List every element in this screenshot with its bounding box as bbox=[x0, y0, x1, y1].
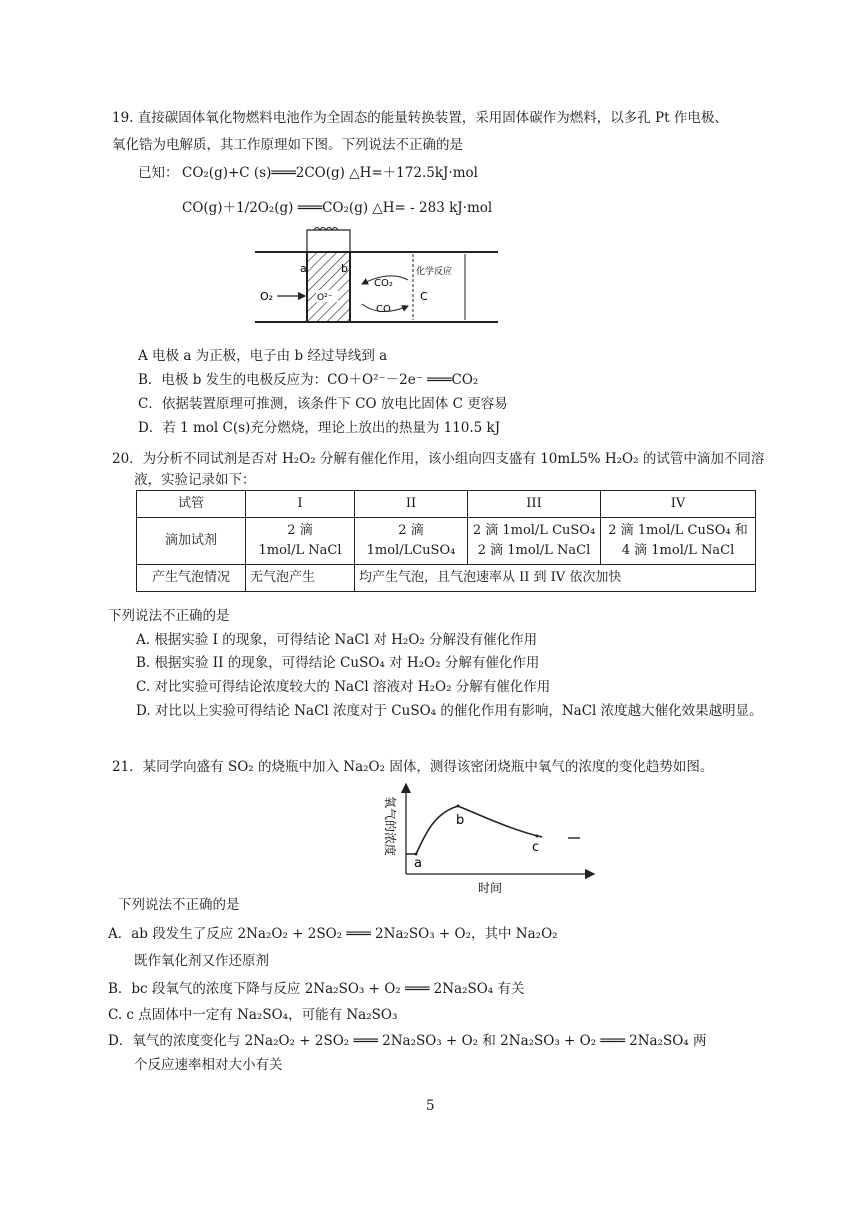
cell-line: 4 滴 1mol/L NaCl bbox=[621, 543, 735, 558]
q21-stem: 21．某同学向盛有 SO₂ 的烧瓶中加入 Na₂O₂ 固体，测得该密闭烧瓶中氧气的浓度的变化趋势如图。 bbox=[112, 759, 714, 775]
q21-option-c: C. c 点固体中一定有 Na₂SO₄，可能有 Na₂SO₃ bbox=[108, 1007, 398, 1023]
table-header-cell: I bbox=[246, 491, 355, 518]
q19-stem-line1: 19. 直接碳固体氧化物燃料电池作为全固态的能量转换装置，采用固体碳作为燃料，以多孔 Pt 作电极、 bbox=[112, 110, 728, 126]
q20-option-b: B. 根据实验 II 的现象，可得结论 CuSO₄ 对 H₂O₂ 分解有催化作用 bbox=[136, 655, 540, 671]
point-b-dot bbox=[457, 805, 460, 808]
q20-stem-line1: 20．为分析不同试剂是否对 H₂O₂ 分解有催化作用，该小组向四支盛有 10mL5% H₂O₂ 的试管中滴加不同溶 bbox=[112, 451, 765, 467]
o2-ion-label: O²⁻ bbox=[317, 293, 333, 303]
y-axis-label: 氧气的浓度 bbox=[383, 796, 397, 857]
q19-option-d: D．若 1 mol C(s)充分燃烧，理论上放出的热量为 110.5 kJ bbox=[138, 420, 501, 436]
cell-line: 2 滴 1mol/L CuSO₄ bbox=[472, 523, 596, 538]
q20-prompt: 下列说法不正确的是 bbox=[108, 608, 230, 624]
cell-line: 2 滴 bbox=[287, 523, 313, 538]
q19-stem-line2: 氧化锆为电解质，其工作原理如下图。下列说法不正确的是 bbox=[112, 137, 463, 153]
x-axis-label: 时间 bbox=[478, 881, 503, 895]
q19-option-c: C．依据装置原理可推测，该条件下 CO 放电比固体 C 更容易 bbox=[138, 396, 508, 412]
table-header-cell: III bbox=[468, 491, 601, 518]
table-cell bbox=[601, 518, 756, 565]
experiment-table bbox=[136, 490, 756, 592]
q20-option-d: D. 对比以上实验可得结论 NaCl 浓度对于 CuSO₄ 的催化作用有影响，NaCl 浓度越大催化效果越明显。 bbox=[136, 703, 763, 719]
reaction-label: 化学反应 bbox=[416, 267, 453, 277]
table-row-reagents bbox=[137, 518, 756, 565]
table-cell-reagent-label: 滴加试剂 bbox=[137, 518, 246, 565]
table-cell: 无气泡产生 bbox=[246, 565, 355, 592]
q19-equation-2: CO(g)＋1/2O₂(g) ═══CO₂(g) △H= - 283 kJ·mol bbox=[182, 200, 493, 216]
carbon-label: C bbox=[420, 290, 428, 303]
cell-line: 2 滴 bbox=[398, 523, 424, 538]
table-cell-bubble-label: 产生气泡情况 bbox=[137, 565, 246, 592]
table-header-row bbox=[137, 491, 756, 518]
cell-line: 1mol/L NaCl bbox=[258, 543, 342, 558]
co-label: CO bbox=[376, 304, 391, 315]
point-a-label: a bbox=[414, 856, 422, 871]
table-header-cell: 试管 bbox=[137, 491, 246, 518]
q21-option-b: B．bc 段氧气的浓度下降与反应 2Na₂SO₃ + O₂ ═══ 2Na₂SO₄ 有关 bbox=[108, 981, 525, 997]
q19-option-b: B．电极 b 发生的电极反应为：CO＋O²⁻－2e⁻ ═══CO₂ bbox=[138, 372, 479, 388]
table-header-cell: IV bbox=[601, 491, 756, 518]
co2-label: CO₂ bbox=[374, 278, 393, 289]
point-c-dot bbox=[536, 835, 539, 838]
table-cell bbox=[246, 518, 355, 565]
o2-label: O₂ bbox=[260, 290, 274, 303]
electrode-b-label: b bbox=[341, 262, 348, 275]
electrode-a-label: a bbox=[300, 262, 307, 275]
q21-option-a-line2: 既作氧化剂又作还原剂 bbox=[134, 953, 269, 969]
q20-option-a: A. 根据实验 I 的现象，可得结论 NaCl 对 H₂O₂ 分解没有催化作用 bbox=[136, 632, 538, 648]
cell-line: 2 滴 1mol/L CuSO₄ 和 bbox=[608, 523, 748, 538]
q21-option-d-line2: 个反应速率相对大小有关 bbox=[134, 1057, 283, 1073]
q21-prompt: 下列说法不正确的是 bbox=[118, 897, 240, 913]
q20-stem-line2: 液，实验记录如下： bbox=[134, 472, 256, 488]
q19-given-label: 已知： bbox=[138, 165, 179, 181]
concentration-curve bbox=[406, 806, 542, 854]
cell-line: 1mol/LCuSO₄ bbox=[366, 543, 456, 558]
table-header-cell: II bbox=[355, 491, 468, 518]
fuel-cell-diagram bbox=[250, 220, 500, 332]
point-c-label: c bbox=[532, 840, 540, 855]
q20-option-c: C. 对比实验可得结论浓度较大的 NaCl 溶液对 H₂O₂ 分解有催化作用 bbox=[136, 679, 551, 695]
q21-option-a-line1: A．ab 段发生了反应 2Na₂O₂ + 2SO₂ ═══ 2Na₂SO₃ + O₂，其中 Na₂O₂ bbox=[108, 926, 558, 942]
point-b-label: b bbox=[456, 813, 465, 828]
q21-option-d-line1: D．氧气的浓度变化与 2Na₂O₂ + 2SO₂ ═══ 2Na₂SO₃ + O₂ 和 2Na₂SO₃ + O₂ ═══ 2Na₂SO₄ 两 bbox=[108, 1033, 707, 1049]
cell-line: 2 滴 1mol/L NaCl bbox=[477, 543, 591, 558]
q19-option-a: A 电极 a 为正极，电子由 b 经过导线到 a bbox=[138, 348, 388, 364]
page-number: 5 bbox=[426, 1098, 435, 1114]
table-cell bbox=[468, 518, 601, 565]
oxygen-concentration-graph bbox=[372, 778, 602, 896]
table-cell bbox=[355, 518, 468, 565]
q19-equation-1: CO₂(g)+C (s)═══2CO(g) △H=＋172.5kJ·mol bbox=[182, 165, 478, 181]
table-row-bubbles bbox=[137, 565, 756, 592]
table-cell: 均产生气泡，且气泡速率从 II 到 IV 依次加快 bbox=[355, 565, 756, 592]
